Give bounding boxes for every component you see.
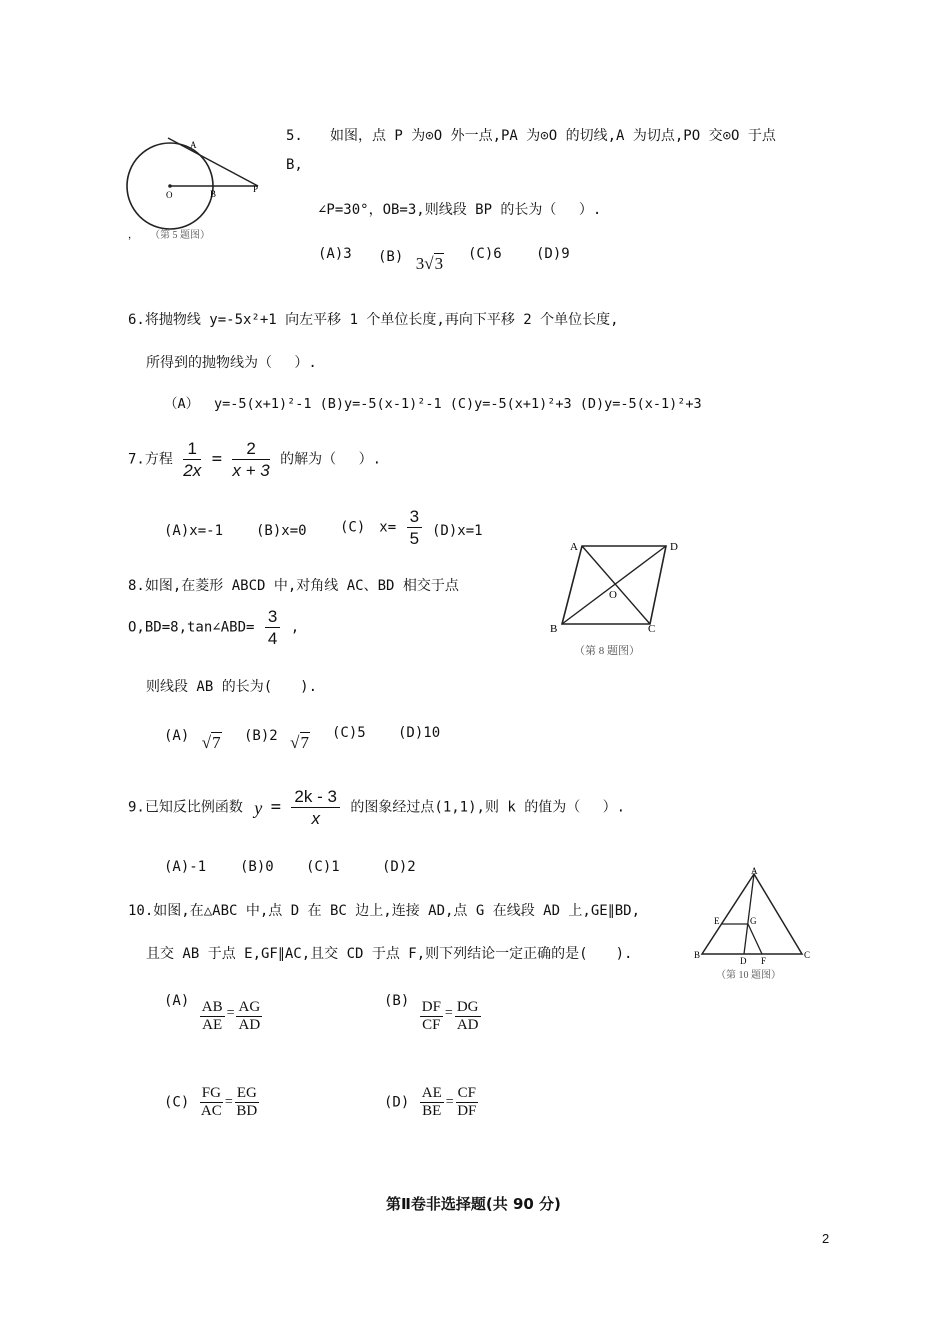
q10-line2: 且交 AB 于点 E,GF∥AC,且交 CD 于点 F,则下列结论一定正确的是( ). — [146, 946, 633, 962]
q10-option-c — [164, 1086, 261, 1119]
q7-fraction-right — [232, 440, 269, 479]
q5-label-p: P — [253, 184, 259, 194]
q8-label-b: B — [550, 623, 558, 635]
q8-option-b-radicand: 7 — [300, 733, 309, 752]
q7-option-c-denominator: 5 — [409, 529, 420, 548]
q5-circle-figure — [120, 130, 270, 248]
q10-b-fraction-1 — [420, 1000, 443, 1033]
q7-option-c-numerator: 3 — [407, 508, 422, 528]
q8-fig-caption: （第 8 题图） — [574, 645, 640, 657]
q10-a-f1-den: AE — [202, 1017, 223, 1033]
q5-center-point — [168, 184, 172, 188]
q10-d-fraction-1 — [420, 1086, 444, 1119]
q5-option-b — [378, 247, 444, 273]
q5-option-b-sqrt: 3√3 — [415, 254, 444, 273]
q5-line1: 如图，点 P 为⊙O 外一点,PA 为⊙O 的切线,A 为切点,PO 交⊙O 于点 — [330, 128, 776, 144]
q8-option-a-label: (A) — [164, 728, 190, 744]
q10-option-d — [384, 1086, 480, 1119]
q10-a-f1-num: AB — [201, 999, 223, 1015]
q10-c-f1-num: FG — [201, 1085, 221, 1101]
q5-option-d: (D)9 — [536, 246, 570, 262]
q5-label-a: A — [190, 140, 197, 150]
q10-label-g: G — [750, 916, 757, 926]
q8-option-b-sqrt: √7 — [290, 733, 309, 752]
q5-label-b: B — [210, 189, 217, 199]
q10-segment-gf — [748, 924, 762, 954]
q8-option-a-radicand: 7 — [212, 733, 221, 752]
q10-label-a: A — [751, 866, 758, 876]
q8-line2-suffix: , — [290, 619, 300, 636]
q8-rhombus-figure — [540, 536, 690, 662]
q10-label-e: E — [714, 916, 720, 926]
q10-b-f1-den: CF — [422, 1017, 441, 1033]
q10-d-fraction-2 — [456, 1086, 478, 1119]
q9-option-a: (A)-1 — [164, 859, 207, 875]
q8-line3: 则线段 AB 的长为( ). — [146, 679, 318, 695]
q7-option-a: (A)x=-1 — [164, 523, 224, 539]
q9-equation — [128, 788, 625, 827]
q9-y: y — [254, 797, 263, 818]
q7-option-c-fraction — [407, 508, 422, 547]
q8-line1: 8.如图,在菱形 ABCD 中,对角线 AC、BD 相交于点 — [128, 578, 459, 594]
q9-option-d: (D)2 — [382, 859, 416, 875]
q10-option-b — [384, 994, 483, 1033]
q5-line1b: B, — [286, 157, 303, 173]
q7-f2-numerator: 2 — [232, 440, 269, 460]
q10-fig-caption: （第 10 题图） — [716, 970, 781, 981]
q5-label-o: O — [166, 190, 173, 200]
q9-prefix: 9.已知反比例函数 — [128, 799, 243, 816]
q10-b-fraction-2 — [455, 1000, 481, 1033]
q10-a-fraction-1 — [200, 1000, 225, 1033]
q10-d-f1-num: AE — [421, 1085, 442, 1101]
q8-option-a-sqrt: √7 — [201, 733, 221, 752]
q10-option-a — [164, 994, 264, 1033]
q9-fraction — [291, 788, 340, 827]
q8-line2 — [128, 608, 299, 647]
q10-d-f1-den: BE — [422, 1103, 442, 1119]
q10-c-f1-den: AC — [200, 1103, 222, 1119]
q9-equals: = — [270, 797, 281, 817]
q7-f2-denominator: x + 3 — [232, 461, 270, 480]
q5-line2: ∠P=30°，OB=3,则线段 BP 的长为（ ）. — [318, 202, 602, 218]
q7-option-c — [340, 508, 424, 547]
q9-suffix: 的图象经过点(1,1),则 k 的值为（ ）. — [350, 799, 626, 816]
q8-diagonal-ac — [582, 546, 650, 624]
q8-diagonal-bd — [562, 546, 666, 624]
q10-a-f2-den: AD — [238, 1017, 261, 1033]
q7-prefix: 7.方程 — [128, 451, 173, 468]
q5-option-b-coef: 3 — [415, 254, 425, 273]
q10-label-c: C — [804, 950, 811, 960]
q5-option-a: (A)3 — [318, 246, 352, 262]
q7-equation — [128, 440, 381, 479]
q8-option-a — [164, 726, 222, 752]
q10-d-f2-num: CF — [457, 1085, 476, 1101]
q7-f1-numerator: 1 — [183, 440, 201, 460]
section-title: 第Ⅱ卷非选择题(共 90 分) — [386, 1195, 561, 1213]
q5-number: 5. — [286, 128, 303, 144]
q10-triangle-figure — [690, 866, 820, 986]
q10-b-equals: = — [444, 1005, 453, 1021]
q8-tan-fraction — [265, 608, 280, 647]
q10-c-fraction-1 — [200, 1086, 223, 1119]
q8-label-o: O — [609, 589, 617, 601]
q10-b-f2-num: DG — [456, 999, 479, 1015]
q7-option-c-label: (C) x= — [340, 519, 397, 536]
q10-b-f1-num: DF — [421, 999, 441, 1015]
page-number: 2 — [822, 1231, 830, 1246]
q10-b-f2-den: AD — [456, 1017, 479, 1033]
q8-option-b-label: (B)2 — [244, 728, 278, 744]
q10-a-fraction-2 — [236, 1000, 262, 1033]
q8-option-d: (D)10 — [398, 725, 441, 741]
q7-equals: = — [211, 449, 222, 469]
q8-label-d: D — [670, 541, 678, 553]
q9-numerator: 2k - 3 — [291, 788, 340, 808]
q7-suffix: 的解为（ ）. — [280, 451, 382, 468]
q10-option-a-label: (A) — [164, 993, 190, 1009]
q10-d-equals: = — [445, 1094, 454, 1110]
q10-a-equals: = — [226, 1005, 235, 1021]
q10-c-f2-den: BD — [236, 1103, 258, 1119]
q8-label-a: A — [570, 541, 578, 553]
q9-denominator: x — [311, 809, 320, 828]
q6-line1: 6.将抛物线 y=-5x²+1 向左平移 1 个单位长度,再向下平移 2 个单位长度, — [128, 312, 619, 328]
q8-tan-denominator: 4 — [267, 629, 278, 648]
q8-label-c: C — [648, 623, 656, 635]
q10-c-f2-num: EG — [236, 1085, 257, 1101]
q5-option-b-radicand: 3 — [434, 254, 444, 273]
q9-option-b: (B)0 — [240, 859, 274, 875]
q10-c-fraction-2 — [235, 1086, 259, 1119]
q10-option-d-label: (D) — [384, 1094, 410, 1111]
q7-option-b: (B)x=0 — [256, 523, 307, 539]
q10-line1: 10.如图,在△ABC 中,点 D 在 BC 边上,连接 AD,点 G 在线段 AD 上,GE∥BD, — [128, 903, 641, 919]
q5-fig-caption: （第 5 题图） — [150, 230, 210, 241]
q7-option-d: (D)x=1 — [432, 523, 483, 539]
q10-option-b-label: (B) — [384, 993, 410, 1009]
q5-option-c: (C)6 — [468, 246, 502, 262]
q9-option-c: (C)1 — [306, 859, 340, 875]
q5-option-b-label: (B) — [378, 249, 404, 265]
q5-fig-mark: ， — [128, 230, 138, 241]
q10-d-f2-den: DF — [457, 1103, 477, 1119]
q7-f1-denominator: 2x — [183, 461, 202, 480]
q10-label-d: D — [740, 956, 747, 966]
q8-tan-numerator: 3 — [265, 608, 280, 628]
q8-option-c: (C)5 — [332, 725, 366, 741]
q8-line2-prefix: O,BD=8,tan∠ABD= — [128, 619, 255, 636]
q10-c-equals: = — [224, 1094, 233, 1110]
q10-a-f2-num: AG — [238, 999, 261, 1015]
q10-label-b: B — [694, 950, 701, 960]
q6-options: （A） y=-5(x+1)²-1 (B)y=-5(x-1)²-1 (C)y=-5(x+1)²+3 (D)y=-5(x-1)²+3 — [164, 396, 702, 412]
q6-line2: 所得到的抛物线为（ ）. — [146, 355, 317, 371]
q10-option-c-label: (C) — [164, 1094, 190, 1111]
q7-fraction-left — [183, 440, 201, 479]
q10-label-f: F — [761, 956, 767, 966]
q8-option-b — [244, 726, 310, 752]
